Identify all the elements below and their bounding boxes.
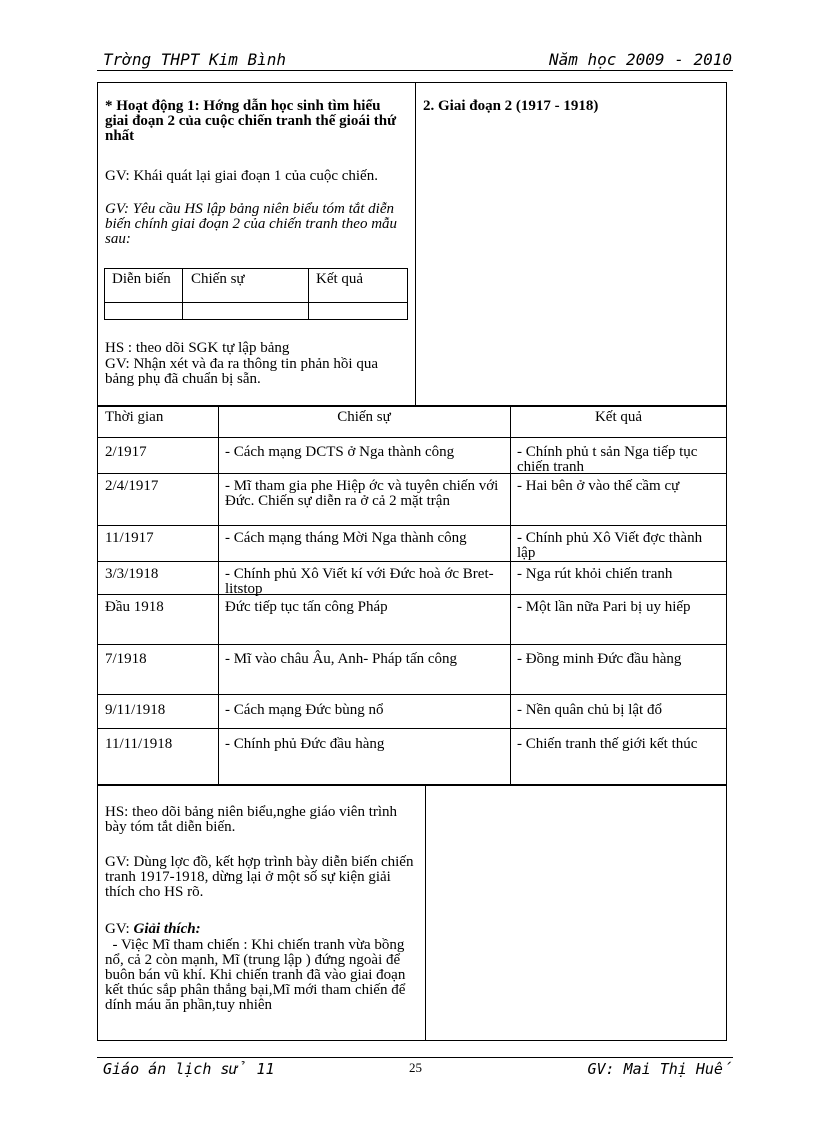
gv-map-note: GV: Dùng lợc đồ, kết hợp trình bày diễn biến chiến tranh 1917-1918, dừng lại ở một số sự kiện giải thích cho HS rõ. <box>105 854 414 900</box>
timeline-event: Đức tiếp tục tấn công Pháp <box>225 599 388 615</box>
gv-label: GV: <box>105 921 134 937</box>
timeline-result: - Hai bên ở vào thế cầm cự <box>517 478 680 494</box>
explain-text: - Việc Mĩ tham chiến : Khi chiến tranh vừa bồng nổ, cả 2 còn mạnh, Mĩ (trung lập ) đứng ngoài để buôn bán vũ khí. Khi chiến tranh đã vào giai đoạn kết thúc sắp phân thắng bại,Mĩ mới tham chiến để dính máu ăn phần,tuy nhiên <box>105 938 410 1013</box>
template-header: Kết quả <box>316 271 364 287</box>
page-number: 25 <box>409 1060 422 1075</box>
header-rule <box>97 70 733 71</box>
page-header <box>103 50 732 70</box>
timeline-event: - Cách mạng Đức bùng nổ <box>225 702 384 718</box>
template-col-divider <box>308 268 309 320</box>
timeline-header-time: Thời gian <box>105 409 164 425</box>
template-row-divider <box>104 302 408 303</box>
footer-subject: Giáo án lịch sử 11 <box>103 1060 275 1078</box>
timeline-time: 2/1917 <box>105 444 147 460</box>
timeline-result: - Đồng minh Đức đầu hàng <box>517 651 682 667</box>
footer-rule <box>97 1057 733 1058</box>
gv-explain-heading <box>105 922 417 937</box>
gv-feedback: GV: Nhận xét và đa ra thông tin phản hồi qua bảng phụ đã chuẩn bị sẵn. <box>105 356 378 387</box>
timeline-event: - Mĩ tham gia phe Hiệp ớc và tuyên chiến với Đức. Chiến sự diễn ra ở cả 2 mặt trận <box>225 478 499 509</box>
gv-request: GV: Yêu cầu HS lập bảng niên biểu tóm tắt diễn biến chính giai đoạn 2 của chiến tranh theo mẫu sau: <box>105 201 398 247</box>
timeline-event: - Mĩ vào châu Âu, Anh- Pháp tấn công <box>225 651 458 667</box>
timeline-time: 11/1917 <box>105 530 154 546</box>
explain-label: Giải thích: <box>133 921 201 937</box>
timeline-result: - Chiến tranh thế giới kết thúc <box>517 736 698 752</box>
page-footer <box>103 1060 732 1080</box>
template-header: Diễn biến <box>112 271 171 287</box>
footer-teacher: GV: Mai Thị Huế <box>587 1060 732 1078</box>
timeline-time: 11/11/1918 <box>105 736 173 752</box>
timeline-row-divider <box>97 644 727 645</box>
school-name: Trờng THPT Kim Bình <box>103 50 287 69</box>
timeline-header-event: Chiến sự <box>337 409 391 425</box>
hs-note: HS : theo dõi SGK tự lập bảng <box>105 340 290 356</box>
timeline-time: 9/11/1918 <box>105 702 166 718</box>
timeline-event: - Cách mạng DCTS ở Nga thành công <box>225 444 455 460</box>
timeline-header-result: Kết quả <box>594 409 643 425</box>
timeline-row-divider <box>97 437 727 438</box>
section1-divider <box>415 82 416 406</box>
timeline-event: - Cách mạng tháng Mời Nga thành công <box>225 530 467 546</box>
school-year: Năm học 2009 - 2010 <box>548 50 732 69</box>
timeline-time: 2/4/1917 <box>105 478 159 494</box>
timeline-result: - Chính phủ t sản Nga tiếp tục chiến tranh <box>517 444 698 475</box>
stage-title: 2. Giai đoạn 2 (1917 - 1918) <box>423 98 599 114</box>
gv-summary: GV: Khái quát lại giai đoạn 1 của cuộc chiến. <box>105 168 378 184</box>
timeline-row-divider <box>97 561 727 562</box>
timeline-result: - Chính phủ Xô Viết đợc thành lập <box>517 530 703 561</box>
section3-divider <box>425 785 426 1041</box>
timeline-row-divider <box>97 728 727 729</box>
timeline-row-divider <box>97 694 727 695</box>
timeline-event: - Chính phủ Đức đầu hàng <box>225 736 385 752</box>
timeline-result: - Một lần nữa Pari bị uy hiếp <box>517 599 691 615</box>
activity-title: * Hoạt động 1: Hớng dẫn học sinh tìm hiểu giai đoạn 2 của cuộc chiến tranh thế gioái thứ nhất <box>105 98 397 144</box>
timeline-result: - Nền quân chủ bị lật đổ <box>517 702 662 718</box>
timeline-time: Đầu 1918 <box>105 599 164 615</box>
timeline-event: - Chính phủ Xô Viết kí với Đức hoà ớc Bret-litstop <box>225 566 494 597</box>
timeline-row-divider <box>97 525 727 526</box>
timeline-time: 3/3/1918 <box>105 566 159 582</box>
template-header: Chiến sự <box>191 271 245 287</box>
template-col-divider <box>182 268 183 320</box>
hs-follow-note: HS: theo dõi bảng niên biểu,nghe giáo viên trình bày tóm tắt diễn biến. <box>105 804 398 835</box>
timeline-result: - Nga rút khỏi chiến tranh <box>517 566 673 582</box>
timeline-time: 7/1918 <box>105 651 147 667</box>
